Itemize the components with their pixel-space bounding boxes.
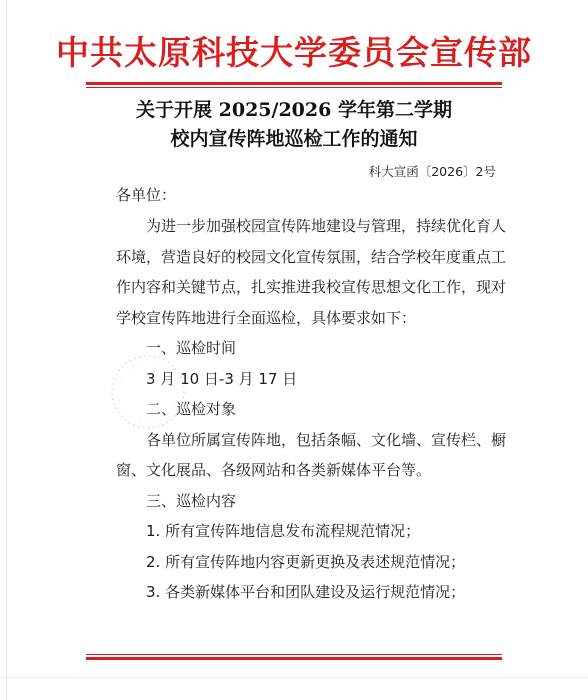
intro-line-4: 学校宣传阵地进行全面巡检，具体要求如下： (116, 309, 417, 327)
official-seal-stamp (88, 352, 208, 432)
document-title-line-2: 校内宣传阵地巡检工作的通知 (170, 128, 418, 150)
issuing-organization-header: 中共太原科技大学委员会宣传部 (56, 33, 532, 72)
footer-red-rule-thick (86, 657, 502, 660)
header-red-rule-thick (86, 82, 502, 85)
header-red-rule-thin (86, 87, 502, 88)
document-number: 科大宣函〔2026〕2号 (368, 164, 496, 179)
intro-line-3: 作内容和关键节点，扎实推进我校宣传思想文化工作，现对 (116, 278, 507, 296)
section-3-item-2: 2. 所有宣传阵地内容更新更换及表述规范情况； (146, 553, 466, 571)
salutation: 各单位： (116, 186, 177, 204)
document-title-line-1: 关于开展 2025/2026 学年第二学期 (136, 99, 452, 121)
section-2-line-2: 窗、文化展品、各级网站和各类新媒体平台等。 (116, 461, 432, 479)
section-3-item-3: 3. 各类新媒体平台和团队建设及运行规范情况； (146, 583, 466, 601)
section-2-line-1: 各单位所属宣传阵地，包括条幅、文化墙、宣传栏、橱 (146, 431, 507, 449)
page-bottom-edge (0, 677, 588, 678)
section-2-heading: 二、巡检对象 (146, 400, 237, 418)
intro-line-2: 环境，营造良好的校园文化宣传氛围，结合学校年度重点工 (116, 248, 507, 266)
section-1-heading: 一、巡检时间 (146, 339, 237, 357)
section-3-heading: 三、巡检内容 (146, 492, 237, 510)
footer-red-rule-thin (86, 654, 502, 655)
section-3-item-1: 1. 所有宣传阵地信息发布流程规范情况； (146, 522, 421, 540)
intro-line-1: 为进一步加强校园宣传阵地建设与管理，持续优化育人 (146, 217, 507, 235)
section-1-text: 3 月 10 日-3 月 17 日 (146, 370, 298, 388)
